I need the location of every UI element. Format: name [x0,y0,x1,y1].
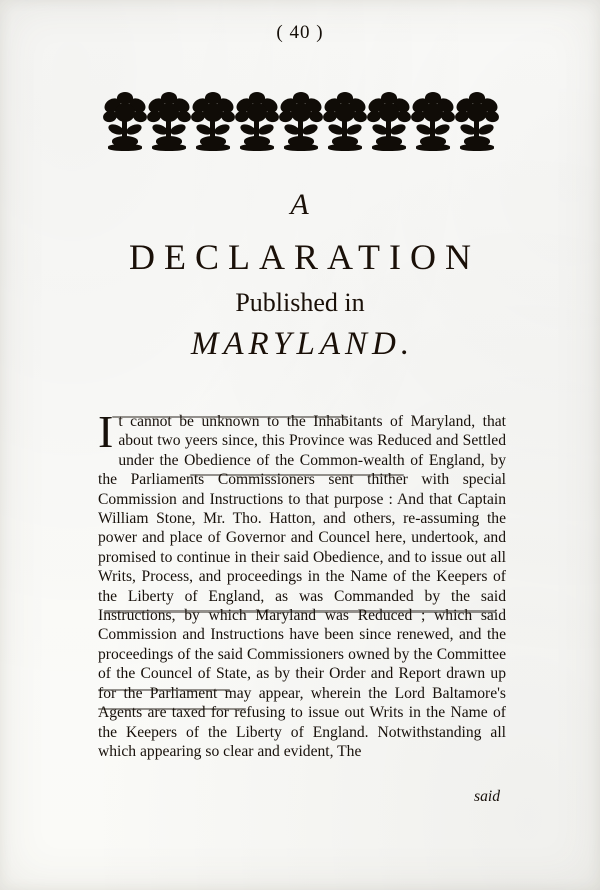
body-intro-text: t cannot be unknown to the Inhabitants of [118,413,411,430]
title-block [0,188,600,363]
title-line-published-in: Published in [235,288,365,317]
printers-flower-ornament-icon [323,92,367,156]
title-line-a: A [290,188,310,221]
printers-flower-ornament-icon [279,92,323,156]
printers-flower-ornament-icon [455,92,499,156]
page-number: ( 40 ) [276,22,324,43]
title-line-declaration: DECLARATION [129,237,480,277]
body-text-block [98,406,506,805]
printers-flower-ornament-icon [367,92,411,156]
printers-flower-ornament-icon [191,92,235,156]
printers-flower-ornament-icon [235,92,279,156]
body-main-text: Maryland, that about two yeers since, this Province was Reduced and Settled under the Obedience of the Common-wealth of England, by the Parliaments Commissioners sent thither with special Commission and Instructions to that purpose : And that Captain William Stone, Mr. Tho. Hatton, and others, re-assuming the power and place of Governor and Councel here, undertook, and promised to continue in their said Obedience, and to issue out all Writs, Process, and proceedings in the Name of the Keepers of the Liberty of England, as was Commanded by the said Instructions, by which Maryland was Reduced ; which said Commission and Instructions have been since renewed, and the proceedings of the said Commissioners owned by the Committee of the Councel of State, as by their Order and Report drawn up for the Parliament may appear, wherein the Lord Baltamore's Agents are taxed for refusing to issue out Writs in the Name of the Keepers of the Liberty of England. Notwithstanding all which appearing so clear and evident, The [98,413,506,760]
body-paragraph [98,406,506,761]
ornament-band [103,92,497,160]
drop-cap: I [98,406,114,457]
title-line-maryland: MARYLAND. [190,326,415,362]
printers-flower-ornament-icon [411,92,455,156]
printers-flower-ornament-icon [147,92,191,156]
printers-flower-ornament-icon [103,92,147,156]
catchword: said [474,788,500,805]
